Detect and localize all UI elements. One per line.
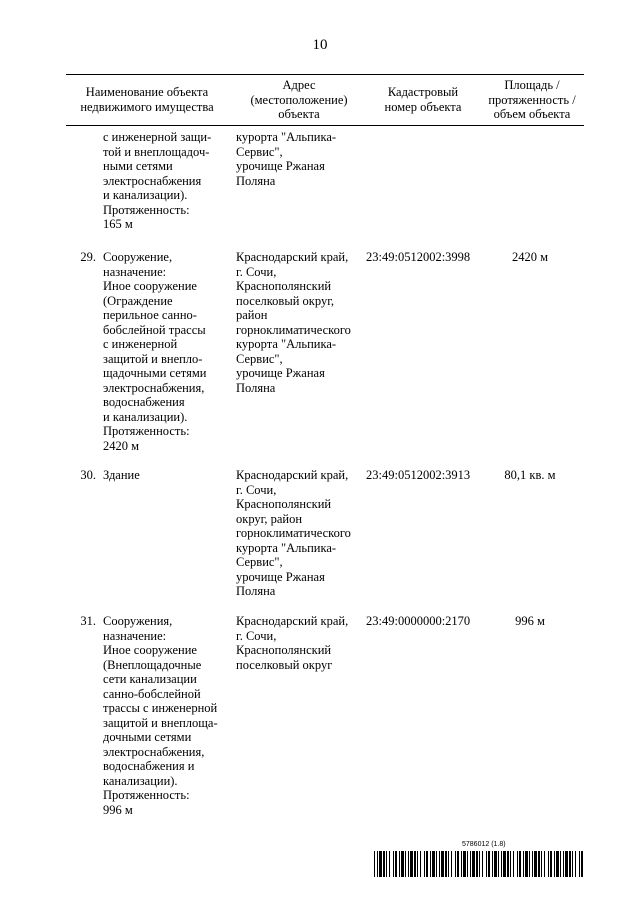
document-code: 5786012 (1.8) bbox=[462, 841, 506, 848]
name-line: 996 м bbox=[103, 802, 133, 817]
name-line: Иное сооружение bbox=[103, 279, 197, 293]
address-line: горноклиматического bbox=[236, 322, 351, 337]
name-line: санно-бобслейной bbox=[103, 686, 201, 701]
object-area: 80,1 кв. м bbox=[504, 468, 556, 482]
name-line: Здание bbox=[103, 468, 140, 482]
barcode-icon bbox=[374, 851, 586, 877]
row-number: 31. bbox=[80, 614, 96, 628]
name-line: назначение: bbox=[103, 264, 167, 279]
address-line: г. Сочи, bbox=[236, 264, 277, 279]
address-line: курорта "Альпика- bbox=[236, 130, 337, 144]
name-line: защитой и внепло- bbox=[103, 351, 203, 366]
address-line: Сервис", bbox=[236, 555, 283, 569]
row-number: 30. bbox=[80, 468, 96, 482]
name-line: щадочными сетями bbox=[103, 366, 207, 380]
object-address bbox=[236, 250, 364, 395]
cadastral-number: 23:49:0512002:3913 bbox=[366, 468, 471, 482]
address-line: Краснополянский bbox=[236, 497, 332, 511]
header-name bbox=[72, 85, 222, 114]
name-line: электроснабжения bbox=[103, 173, 202, 188]
object-address bbox=[236, 468, 364, 599]
object-area: 2420 м bbox=[511, 250, 549, 264]
address-line: Поляна bbox=[236, 584, 276, 598]
address-line: Сервис", bbox=[236, 351, 283, 366]
header-address-line: объекта bbox=[278, 107, 320, 121]
name-line: 2420 м bbox=[103, 438, 140, 453]
name-line: с инженерной bbox=[103, 337, 178, 351]
object-address bbox=[236, 130, 364, 188]
name-line: (Ограждение bbox=[103, 293, 173, 308]
name-line: трассы с инженерной bbox=[103, 701, 218, 715]
address-line: район bbox=[236, 308, 268, 322]
address-line: Краснодарский край, bbox=[236, 250, 349, 264]
name-line: Иное сооружение bbox=[103, 643, 197, 657]
name-line: канализации). bbox=[103, 773, 178, 788]
name-line: сети канализации bbox=[103, 672, 197, 686]
header-area-line: Площадь / bbox=[504, 78, 560, 92]
address-line: курорта "Альпика- bbox=[236, 337, 337, 351]
object-area: 996 м bbox=[515, 614, 545, 628]
name-line: Протяженность: bbox=[103, 788, 190, 802]
table-header bbox=[66, 74, 584, 126]
object-name bbox=[103, 130, 231, 232]
address-line: г. Сочи, bbox=[236, 628, 277, 643]
object-address bbox=[236, 614, 364, 672]
address-line: г. Сочи, bbox=[236, 482, 277, 497]
address-line: Краснодарский край, bbox=[236, 614, 349, 628]
name-line: перильное санно- bbox=[103, 308, 197, 322]
address-line: поселковый округ, bbox=[236, 293, 335, 308]
header-cadastral-line: номер объекта bbox=[384, 99, 462, 114]
object-name bbox=[103, 614, 231, 817]
page-number: 10 bbox=[312, 37, 328, 53]
row-number: 29. bbox=[80, 250, 96, 264]
header-address bbox=[234, 78, 364, 122]
address-line: урочище Ржаная bbox=[236, 366, 325, 380]
address-line: Поляна bbox=[236, 173, 276, 188]
header-area-line: протяженность / bbox=[488, 92, 576, 107]
name-line: защитой и внеплоща- bbox=[103, 715, 218, 730]
object-name bbox=[103, 468, 231, 483]
header-area bbox=[480, 78, 584, 122]
name-line: водоснабжения и bbox=[103, 759, 195, 773]
name-line: с инженерной защи- bbox=[103, 130, 212, 144]
name-line: Сооружения, bbox=[103, 614, 173, 628]
name-line: той и внеплощадоч- bbox=[103, 144, 210, 159]
address-line: Сервис", bbox=[236, 144, 283, 159]
address-line: урочище Ржаная bbox=[236, 569, 325, 584]
header-address-line: (местоположение) bbox=[250, 92, 348, 107]
name-line: (Внеплощадочные bbox=[103, 657, 202, 672]
header-area-line: объем объекта bbox=[493, 107, 571, 121]
name-line: электроснабжения, bbox=[103, 744, 205, 759]
address-line: курорта "Альпика- bbox=[236, 540, 337, 555]
cadastral-number: 23:49:0000000:2170 bbox=[366, 614, 471, 628]
cadastral-number: 23:49:0512002:3998 bbox=[366, 250, 471, 264]
header-cadastral-line: Кадастровый bbox=[387, 85, 459, 99]
address-line: Краснополянский bbox=[236, 643, 332, 657]
header-name-line: недвижимого имущества bbox=[80, 99, 214, 114]
address-line: поселковый округ bbox=[236, 657, 333, 672]
name-line: водоснабжения bbox=[103, 395, 185, 409]
address-line: Краснодарский край, bbox=[236, 468, 349, 482]
name-line: и канализации). bbox=[103, 188, 188, 202]
address-line: урочище Ржаная bbox=[236, 159, 325, 173]
address-line: округ, район bbox=[236, 511, 303, 526]
header-name-line: Наименование объекта bbox=[85, 85, 209, 99]
address-line: Поляна bbox=[236, 380, 276, 395]
name-line: ными сетями bbox=[103, 159, 173, 173]
object-name bbox=[103, 250, 231, 453]
name-line: назначение: bbox=[103, 628, 167, 643]
name-line: 165 м bbox=[103, 217, 133, 231]
header-address-line: Адрес bbox=[282, 78, 316, 92]
header-cadastral bbox=[370, 85, 476, 114]
name-line: и канализации). bbox=[103, 409, 188, 424]
name-line: Протяженность: bbox=[103, 424, 190, 438]
name-line: дочными сетями bbox=[103, 730, 192, 744]
name-line: Протяженность: bbox=[103, 202, 190, 217]
address-line: горноклиматического bbox=[236, 526, 351, 540]
address-line: Краснополянский bbox=[236, 279, 332, 293]
name-line: Сооружение, bbox=[103, 250, 173, 264]
name-line: бобслейной трассы bbox=[103, 322, 206, 337]
name-line: электроснабжения, bbox=[103, 380, 205, 395]
